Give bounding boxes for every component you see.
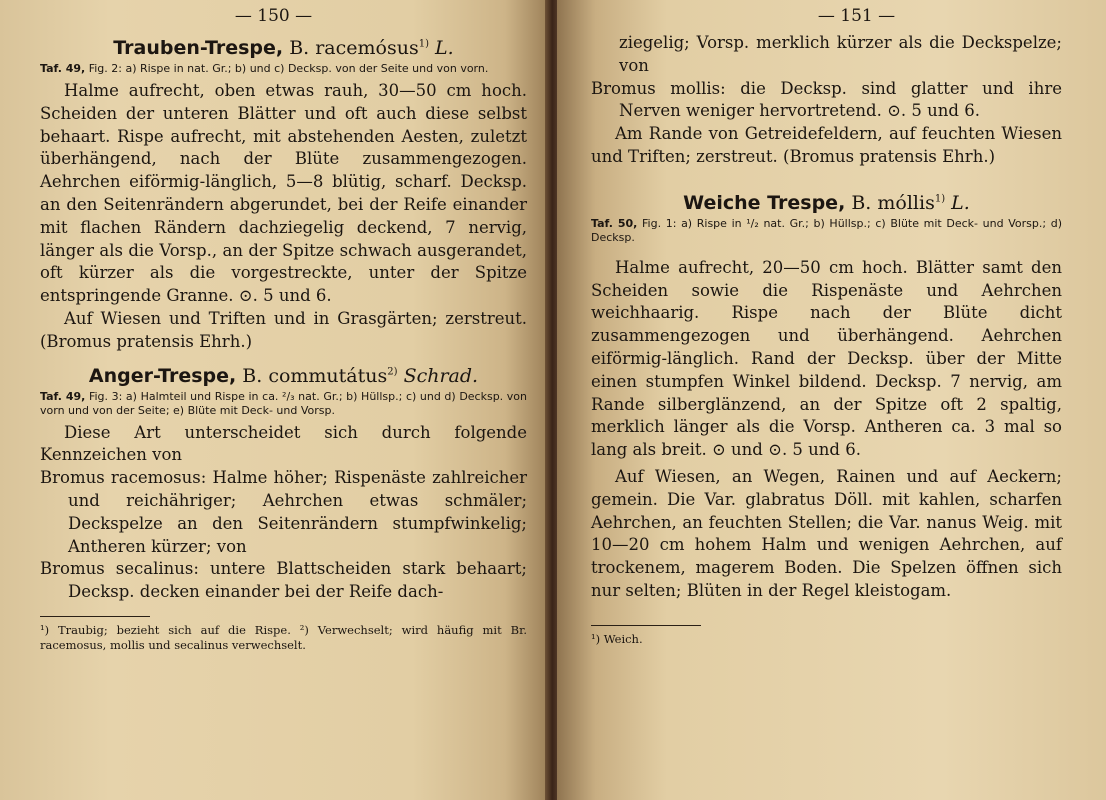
german-name: Trauben-Trespe,: [113, 37, 284, 59]
species-heading-weiche-trespe: [591, 191, 1062, 215]
german-name: Weiche Trespe,: [683, 191, 846, 214]
species-heading-trauben-trespe: [40, 36, 527, 60]
author-abbrev: L.: [951, 191, 970, 214]
habitat-paragraph: Auf Wiesen und Triften und in Grasgärten; zerstreut. (Bromus pratensis Ehrh.): [40, 308, 527, 351]
latin-name: B. commutátus: [242, 364, 388, 387]
continuation-text: ziegelig; Vorsp. merklich kürzer als die Deckspelze; von: [619, 33, 1062, 75]
footnote: ¹) Weich.: [591, 631, 643, 646]
page-number-right: — 151 —: [817, 6, 896, 26]
description-paragraph: Halme aufrecht, oben etwas rauh, 30—50 cm hoch. Scheiden der unteren Blätter und oft auch diese selbst behaart. Rispe aufrecht, mit abstehenden Aesten, zuletzt überhängend, nach der Blüte zusammengezogen. Aehrchen eiförmig-länglich, 5—8 blütig, scharf. Decksp. an den Seitenrändern abgerundet, bei der Reife einander mit flachen Rändern dachziegelig deckend, 7 nervig, länger als die Vorsp., an der Spitze schwach ausgerandet, oft kürzer als die vorgestreckte, unter der Spitze entspringende Granne. ⊙. 5 und 6.: [40, 81, 527, 306]
left-page: [0, 0, 549, 800]
footnote-mark: 1): [418, 38, 429, 50]
plate-label: Taf. 49,: [40, 62, 86, 75]
author-abbrev: L.: [435, 37, 454, 59]
author-abbrev: Schrad.: [403, 364, 479, 387]
plate-text: Fig. 2: a) Rispe in nat. Gr.; b) und c) Decksp. von der Seite und von vorn.: [88, 62, 489, 75]
comparison-item: Bromus racemosus: Halme höher; Rispenäste zahlreicher und reichähriger; Aehrchen etwas schmäler; Deckspelze an den Seitenrändern stumpfwinkelig; Antheren kürzer; von: [40, 468, 527, 556]
plate-reference: [40, 62, 527, 76]
page-number-left: — 150 —: [234, 6, 313, 26]
comparison-item: Bromus mollis: die Decksp. sind glatter und ihre Nerven weniger hervortretend. ⊙. 5 und 6.: [591, 78, 1062, 121]
footnote-rule: [40, 616, 150, 617]
latin-name: B. racemósus: [289, 37, 419, 59]
footnote-mark: 1): [934, 193, 946, 205]
latin-name: B. móllis: [851, 191, 935, 214]
plate-text: Fig. 1: a) Rispe in ¹/₂ nat. Gr.; b) Hüllsp.; c) Blüte mit Deck- und Vorsp.; d) Decksp.: [591, 216, 1062, 244]
habitat-paragraph: Auf Wiesen, an Wegen, Rainen und auf Aeckern; gemein. Die Var. glabratus Döll. mit kahlen, scharfen Aehrchen, an feuchten Stellen; die Var. nanus Weig. mit 10—20 cm hohem Halm und wenigen Aehrchen, auf trockenem, magerem Boden. Die Spelzen öffnen sich nur selten; Blüten in der Regel kleistogam.: [591, 466, 1062, 600]
comparison-item: Bromus secalinus: untere Blattscheiden stark behaart; Decksp. decken einander bei der Reife dach-: [40, 559, 527, 602]
description-paragraph: Diese Art unterscheidet sich durch folgende Kennzeichen von: [40, 422, 527, 465]
plate-label: Taf. 50,: [591, 216, 638, 230]
right-page: [557, 0, 1106, 800]
description-paragraph: Halme aufrecht, 20—50 cm hoch. Blätter samt den Scheiden sowie die Rispenäste und Aehrchen weichhaarig. Rispe nach der Blüte dicht zusammengezogen und überhängend. Aehrchen eiförmig-länglich. Rand der Decksp. über der Mitte einen stumpfen Winkel bildend. Decksp. 7 nervig, am Rande silberglänzend, an der Spitze oft 2 spaltig, merklich länger als die Vorsp. Antheren ca. 3 mal so lang als breit. ⊙ und ⊙. 5 und 6.: [591, 257, 1062, 460]
footnote: ¹) Traubig; bezieht sich auf die Rispe. ²) Verwechselt; wird häufig mit Br. racemosus, mollis und secalinus verwechselt.: [40, 622, 527, 652]
footnote-rule: [591, 625, 701, 626]
german-name: Anger-Trespe,: [88, 364, 237, 387]
plate-reference: [40, 390, 527, 418]
footnote-mark: 2): [387, 366, 398, 378]
plate-label: Taf. 49,: [40, 389, 86, 403]
plate-reference: [591, 217, 1062, 245]
habitat-paragraph: Am Rande von Getreidefeldern, auf feuchten Wiesen und Triften; zerstreut. (Bromus pratensis Ehrh.): [591, 124, 1062, 166]
species-heading-anger-trespe: [40, 364, 527, 388]
plate-text: Fig. 3: a) Halmteil und Rispe in ca. ²/₃ nat. Gr.; b) Hüllsp.; c) und d) Decksp. von vorn und von der Seite; e) Blüte mit Deck- und Vorsp.: [40, 389, 528, 417]
